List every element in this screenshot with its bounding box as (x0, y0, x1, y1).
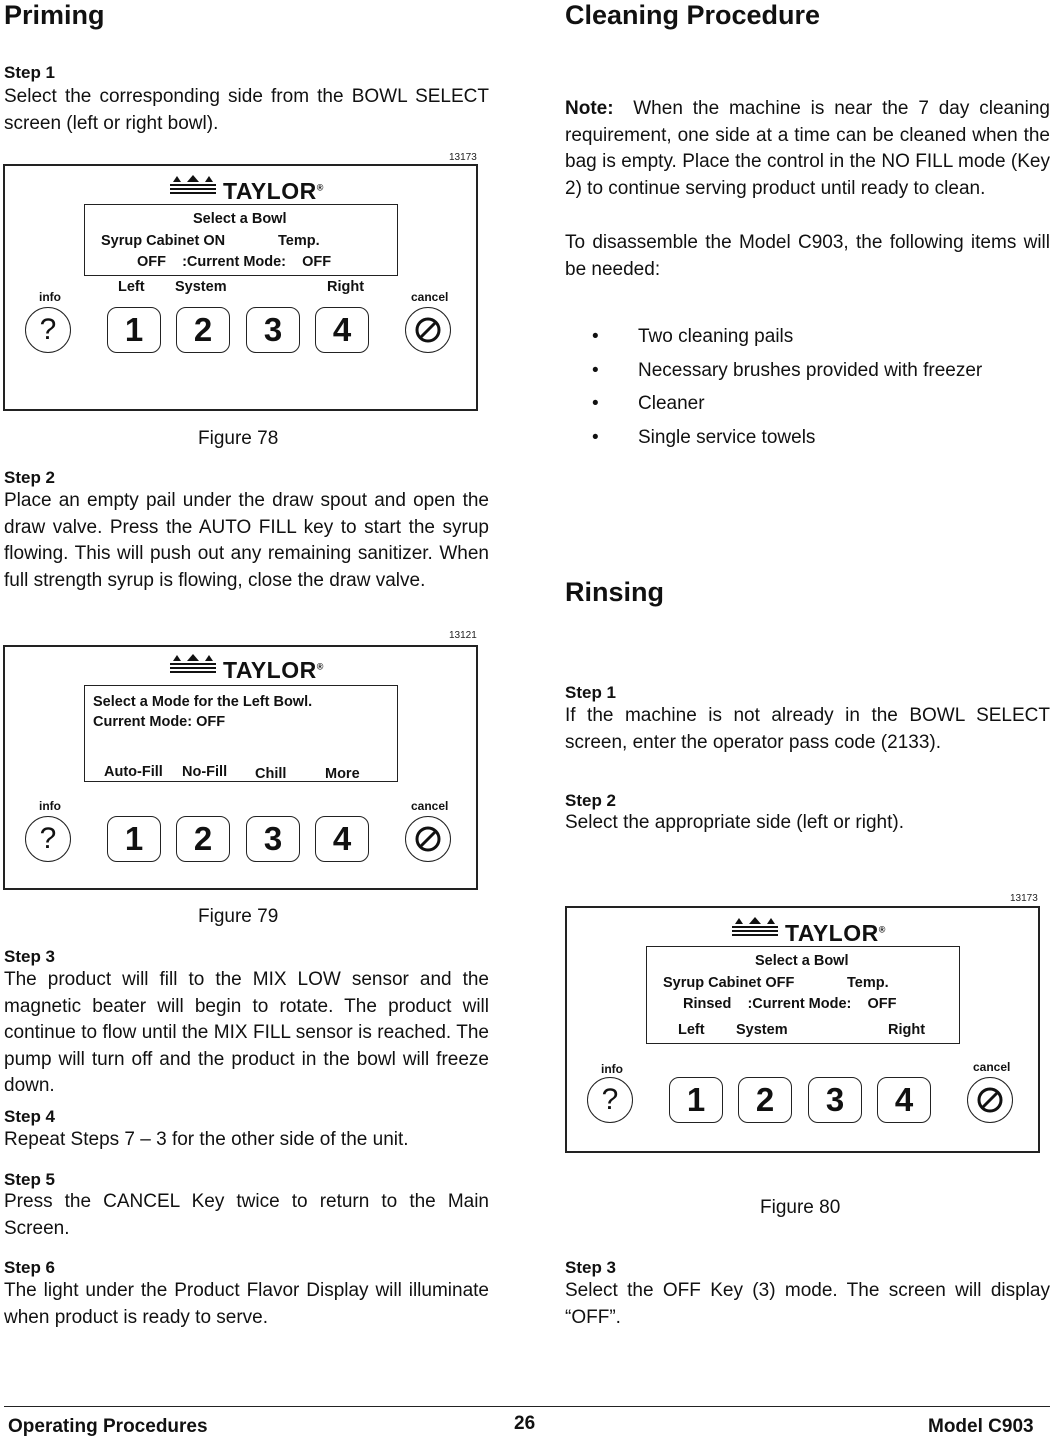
figure-caption: Figure 79 (198, 906, 279, 927)
key-2-button[interactable]: 2 (738, 1077, 792, 1123)
rinsing-title: Rinsing (565, 577, 664, 607)
info-label: info (601, 1062, 623, 1076)
cancel-icon (413, 824, 443, 854)
step-label: Step 3 (4, 947, 56, 966)
screen-line: OFF :Current Mode: OFF (137, 254, 332, 270)
cancel-label: cancel (411, 290, 449, 304)
screen-option-auto-fill: Auto-Fill (104, 764, 163, 780)
screen-option-system: System (175, 279, 227, 295)
key-1-button[interactable]: 1 (107, 307, 161, 353)
screen-line: Temp. (847, 975, 889, 991)
info-button[interactable]: ? (25, 816, 71, 862)
cancel-label: cancel (973, 1060, 1011, 1074)
list-item: Cleaner (638, 393, 705, 414)
step-text: Select the corresponding side from the BOWL SELECT screen (left or right bowl). (4, 86, 489, 134)
crown-logo-icon (170, 174, 216, 196)
control-panel (3, 164, 478, 411)
screen-line: Select a Bowl (755, 953, 849, 969)
screen-option-chill: Chill (255, 766, 287, 782)
bullet-dot: • (592, 326, 599, 347)
key-4-button[interactable]: 4 (315, 816, 369, 862)
taylor-logo: TAYLOR® (785, 920, 886, 946)
cancel-button[interactable] (967, 1077, 1013, 1123)
figure-id: 13173 (1010, 893, 1038, 904)
key-3-button[interactable]: 3 (246, 307, 300, 353)
screen-option-more: More (325, 766, 360, 782)
figure-caption: Figure 78 (198, 428, 279, 449)
key-2-button[interactable]: 2 (176, 816, 230, 862)
cleaning-title: Cleaning Procedure (565, 0, 821, 30)
step-label: Step 5 (4, 1170, 56, 1189)
step-text: The light under the Product Flavor Display will illuminate when product is ready to serve. (4, 1280, 489, 1328)
info-button[interactable]: ? (587, 1077, 633, 1123)
figure-id: 13121 (449, 630, 477, 641)
crown-logo-icon (732, 916, 778, 938)
step-label: Step 2 (4, 468, 56, 487)
note-label: Note: (565, 98, 614, 119)
screen-option-right: Right (888, 1022, 926, 1038)
screen-line: Temp. (278, 233, 320, 249)
screen-line: Select a Mode for the Left Bowl. (93, 694, 313, 710)
key-4-button[interactable]: 4 (877, 1077, 931, 1123)
list-item: Single service towels (638, 427, 816, 448)
step-text: Place an empty pail under the draw spout and open the draw valve. Press the AUTO FILL key to start the syrup flowing. This will push out any remaining sanitizer. When full strength syrup is flowing, close the draw valve. (4, 490, 489, 591)
control-panel (565, 906, 1040, 1153)
step-text: Repeat Steps 7 – 3 for the other side of the unit. (4, 1129, 409, 1150)
lcd-screen (84, 685, 398, 782)
key-3-button[interactable]: 3 (808, 1077, 862, 1123)
screen-line: Current Mode: OFF (93, 714, 226, 730)
screen-option-system: System (736, 1022, 788, 1038)
step-text: Select the appropriate side (left or right). (565, 812, 905, 833)
crown-logo-icon (170, 653, 216, 675)
screen-line: Rinsed :Current Mode: OFF (683, 996, 897, 1012)
cancel-label: cancel (411, 799, 449, 813)
screen-option-left: Left (678, 1022, 705, 1038)
lcd-screen (84, 204, 398, 295)
list-item: Two cleaning pails (638, 326, 794, 347)
list-item: Necessary brushes provided with freezer (638, 360, 983, 381)
bullet-dot: • (592, 427, 599, 448)
figure-id: 13173 (449, 152, 477, 163)
step-label: Step 1 (4, 63, 56, 82)
cancel-button[interactable] (405, 816, 451, 862)
screen-line: Syrup Cabinet ON (101, 233, 226, 249)
info-label: info (39, 290, 61, 304)
screen-option-right: Right (327, 279, 365, 295)
screen-option-left: Left (118, 279, 145, 295)
info-label: info (39, 799, 61, 813)
step-label: Step 6 (4, 1258, 56, 1277)
step-text: Select the OFF Key (3) mode. The screen will display “OFF”. (565, 1280, 1050, 1328)
note-paragraph (565, 96, 1050, 202)
key-4-button[interactable]: 4 (315, 307, 369, 353)
info-button[interactable]: ? (25, 307, 71, 353)
screen-option-no-fill: No-Fill (182, 764, 228, 780)
key-1-button[interactable]: 1 (107, 816, 161, 862)
bullet-dot: • (592, 360, 599, 381)
footer-model: Model C903 (928, 1416, 1034, 1437)
footer-section: Operating Procedures (8, 1416, 208, 1437)
step-label: Step 3 (565, 1258, 617, 1277)
screen-line: Syrup Cabinet OFF (663, 975, 795, 991)
key-2-button[interactable]: 2 (176, 307, 230, 353)
cancel-button[interactable] (405, 307, 451, 353)
note-text: When the machine is near the 7 day cleaning requirement, one side at a time can be cleaned when the bag is empty. Place the control in the NO FILL mode (Key 2) to continue serving product until ready to clean. (565, 98, 1050, 199)
step-text: The product will fill to the MIX LOW sensor and the magnetic beater will begin to rotate. The product will continue to flow until the MIX FILL sensor is reached. The pump will turn off and the product in the bowl will freeze down. (4, 969, 489, 1096)
taylor-logo: TAYLOR® (223, 657, 324, 683)
step-text: Press the CANCEL Key twice to return to the Main Screen. (4, 1191, 489, 1239)
disassemble-text: To disassemble the Model C903, the following items will be needed: (565, 232, 1050, 280)
cancel-icon (413, 315, 443, 345)
step-label: Step 4 (4, 1107, 56, 1126)
taylor-logo: TAYLOR® (223, 178, 324, 204)
key-3-button[interactable]: 3 (246, 816, 300, 862)
step-label: Step 1 (565, 683, 617, 702)
figure-caption: Figure 80 (760, 1197, 841, 1218)
lcd-screen (646, 946, 960, 1044)
control-panel (3, 645, 478, 890)
priming-title: Priming (4, 0, 105, 30)
key-1-button[interactable]: 1 (669, 1077, 723, 1123)
screen-line: Select a Bowl (193, 211, 287, 227)
step-text: If the machine is not already in the BOWL SELECT screen, enter the operator pass code (2133). (565, 705, 1050, 753)
step-label: Step 2 (565, 791, 617, 810)
footer-divider (4, 1406, 1050, 1407)
bullet-dot: • (592, 393, 599, 414)
page-number: 26 (514, 1413, 536, 1434)
cancel-icon (975, 1085, 1005, 1115)
